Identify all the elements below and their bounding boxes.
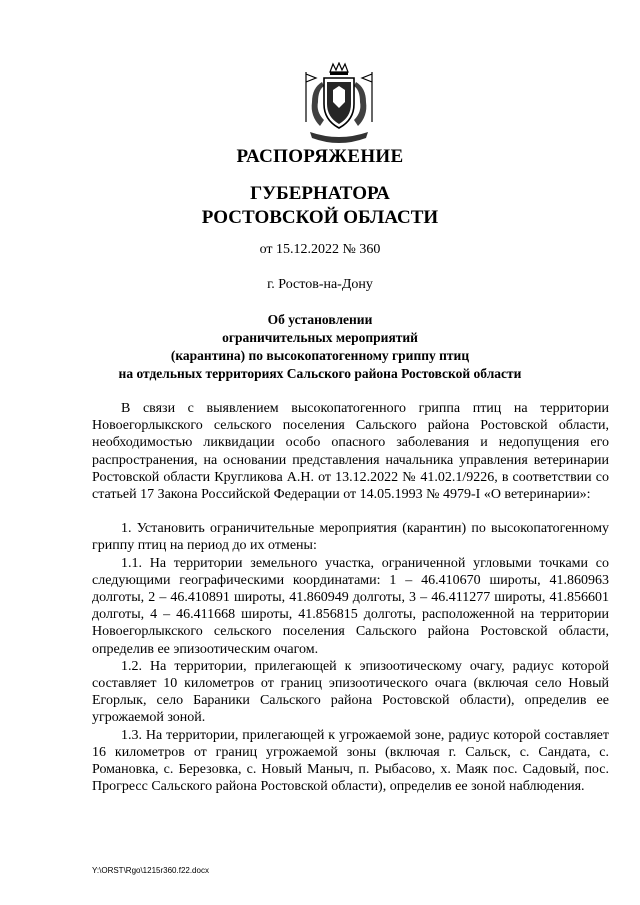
item-1-3-paragraph: 1.3. На территории, прилегающей к угрожаемой зоне, радиус которой составляет 16 километров от границ угрожаемой зоны (включая г. Сальск, с. Сандата, с. Романовка, с. Березовка, с. Новый Маныч, п. Рыбасово, х. Маяк пос. Садовый, пос. Прогресс Сальского района Ростовской области), определив ее зоной наблюдения.	[92, 727, 609, 795]
document-type-title: РАСПОРЯЖЕНИЕ	[236, 146, 404, 167]
authority-line-2: РОСТОВСКОЙ ОБЛАСТИ	[201, 207, 439, 228]
item-1-1-paragraph: 1.1. На территории земельного участка, ограниченной угловыми точками со следующими географическими координатами: 1 – 46.410670 широты, 41.860963 долготы, 2 – 46.410891 широты, 41.860949 долготы, 3 – 46.411277 широты, 41.856601 долготы, 4 – 46.411668 широты, 41.856815 долготы, расположенной на территории Новоегорлыкского сельского поселения Сальского района Ростовской области, определив ее эпизоотическим очагом.	[92, 555, 609, 657]
subject-line-4: на отдельных территориях Сальского района Ростовской области	[118, 366, 522, 381]
item-1-2-paragraph: 1.2. На территории, прилегающей к эпизоотическому очагу, радиус которой составляет 10 километров от границ эпизоотического очага (включая село Новый Егорлык, село Бараники Сальского района Ростовской области), определив ее угрожаемой зоной.	[92, 658, 609, 726]
item-1-paragraph: 1. Установить ограничительные мероприятия (карантин) по высокопатогенному гриппу птиц на период до их отмены:	[92, 521, 609, 554]
document-date-number: от 15.12.2022 № 360	[259, 242, 381, 257]
authority-line-1: ГУБЕРНАТОРА	[250, 183, 390, 204]
document-subject	[0, 311, 640, 383]
document-body	[92, 400, 609, 795]
subject-line-3: (карантина) по высокопатогенному гриппу птиц	[170, 348, 470, 363]
issuing-authority	[0, 182, 640, 230]
issuing-city: г. Ростов-на-Дону	[267, 277, 373, 292]
subject-line-2: ограничительных мероприятий	[222, 330, 418, 345]
subject-line-1: Об установлении	[267, 312, 373, 327]
file-path-footer: Y:\ORST\Rgo\1215r360.f22.docx	[92, 866, 209, 875]
coat-of-arms-emblem	[300, 62, 378, 148]
preamble-paragraph: В связи с выявлением высокопатогенного гриппа птиц на территории Новоегорлыкского сельского поселения Сальского района Ростовской области, необходимостью ликвидации особо опасного заболевания и недопущения его распространения, на основании представления начальника управления ветеринарии Ростовской области Кругликова А.Н. от 13.12.2022 № 41.02.1/9226, в соответствии со статьей 17 Закона Российской Федерации от 14.05.1993 № 4979-I «О ветеринарии»:	[92, 401, 609, 503]
